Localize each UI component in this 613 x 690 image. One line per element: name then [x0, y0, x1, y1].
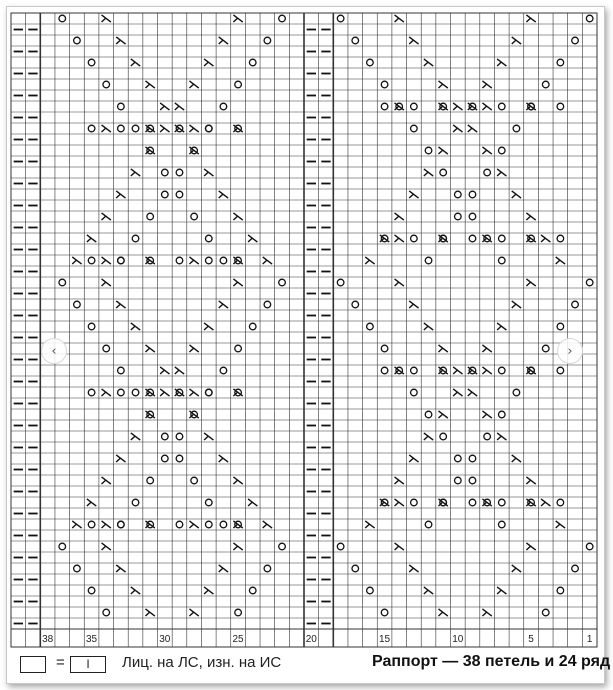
- legend-symbol-cell: I: [70, 656, 106, 673]
- column-number: 25: [232, 634, 244, 645]
- legend: [12, 650, 611, 676]
- legend-equals: =: [56, 654, 65, 671]
- column-number: 38: [42, 634, 54, 645]
- column-number: 5: [528, 634, 534, 645]
- prev-image-button[interactable]: [41, 338, 67, 364]
- column-number: 20: [305, 634, 317, 645]
- next-image-button[interactable]: [557, 338, 583, 364]
- knitting-chart: [7, 7, 604, 683]
- chevron-right-icon: ›: [567, 343, 573, 359]
- column-number: 10: [452, 634, 464, 645]
- column-number: 15: [379, 634, 391, 645]
- column-number: 35: [86, 634, 98, 645]
- repeat-note: Раппорт — 38 петель и 24 ряд: [372, 653, 611, 670]
- legend-description: Лиц. на ЛС, изн. на ИС: [122, 654, 282, 671]
- column-number: 1: [586, 634, 593, 645]
- legend-knit-cell: [20, 656, 46, 673]
- column-number: 30: [159, 634, 171, 645]
- image-frame: [6, 6, 605, 684]
- chevron-left-icon: ‹: [51, 343, 57, 359]
